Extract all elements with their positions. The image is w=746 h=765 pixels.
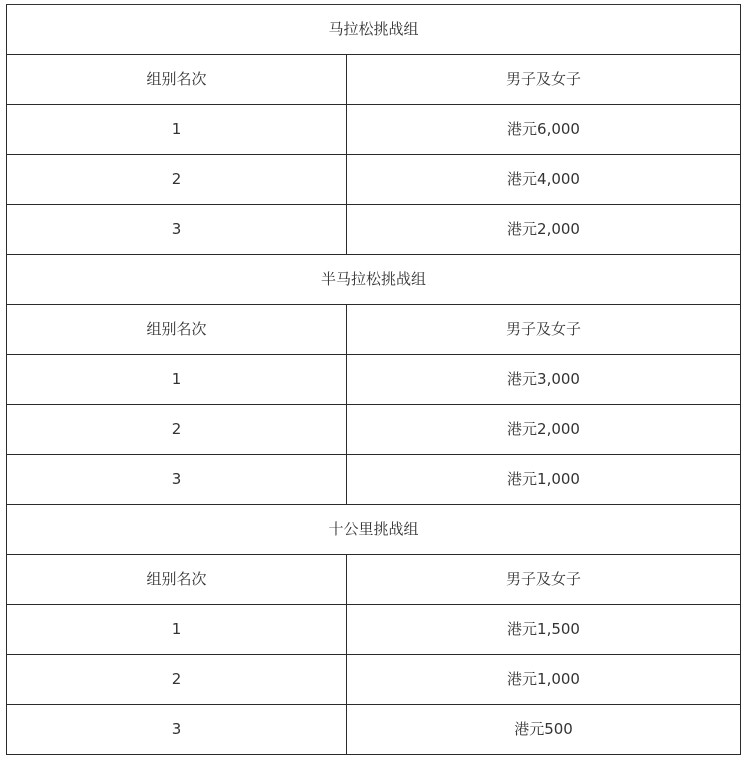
table-row [7, 105, 741, 155]
prize-cell: 港元6,000 [347, 105, 741, 155]
prize-header: 男子及女子 [347, 555, 741, 605]
section-title: 十公里挑战组 [7, 505, 741, 555]
rank-cell: 2 [7, 405, 347, 455]
rank-header: 组别名次 [7, 555, 347, 605]
prize-cell: 港元500 [347, 705, 741, 755]
prize-table-body [7, 5, 741, 755]
section-title-row [7, 5, 741, 55]
rank-cell: 3 [7, 455, 347, 505]
rank-cell: 2 [7, 155, 347, 205]
section-title-row [7, 255, 741, 305]
table-row [7, 405, 741, 455]
rank-cell: 1 [7, 605, 347, 655]
table-row [7, 705, 741, 755]
rank-cell: 2 [7, 655, 347, 705]
prize-cell: 港元2,000 [347, 205, 741, 255]
table-row [7, 655, 741, 705]
prize-cell: 港元1,500 [347, 605, 741, 655]
table-row [7, 155, 741, 205]
rank-cell: 1 [7, 355, 347, 405]
rank-cell: 1 [7, 105, 347, 155]
rank-header: 组别名次 [7, 305, 347, 355]
header-row [7, 55, 741, 105]
section-title: 半马拉松挑战组 [7, 255, 741, 305]
prize-cell: 港元1,000 [347, 455, 741, 505]
prize-cell: 港元3,000 [347, 355, 741, 405]
prize-table [6, 4, 741, 755]
section-title-row [7, 505, 741, 555]
header-row [7, 555, 741, 605]
rank-cell: 3 [7, 705, 347, 755]
rank-cell: 3 [7, 205, 347, 255]
prize-header: 男子及女子 [347, 305, 741, 355]
table-row [7, 455, 741, 505]
prize-header: 男子及女子 [347, 55, 741, 105]
prize-cell: 港元4,000 [347, 155, 741, 205]
table-row [7, 605, 741, 655]
header-row [7, 305, 741, 355]
prize-cell: 港元1,000 [347, 655, 741, 705]
rank-header: 组别名次 [7, 55, 347, 105]
section-title: 马拉松挑战组 [7, 5, 741, 55]
table-row [7, 355, 741, 405]
table-row [7, 205, 741, 255]
prize-cell: 港元2,000 [347, 405, 741, 455]
